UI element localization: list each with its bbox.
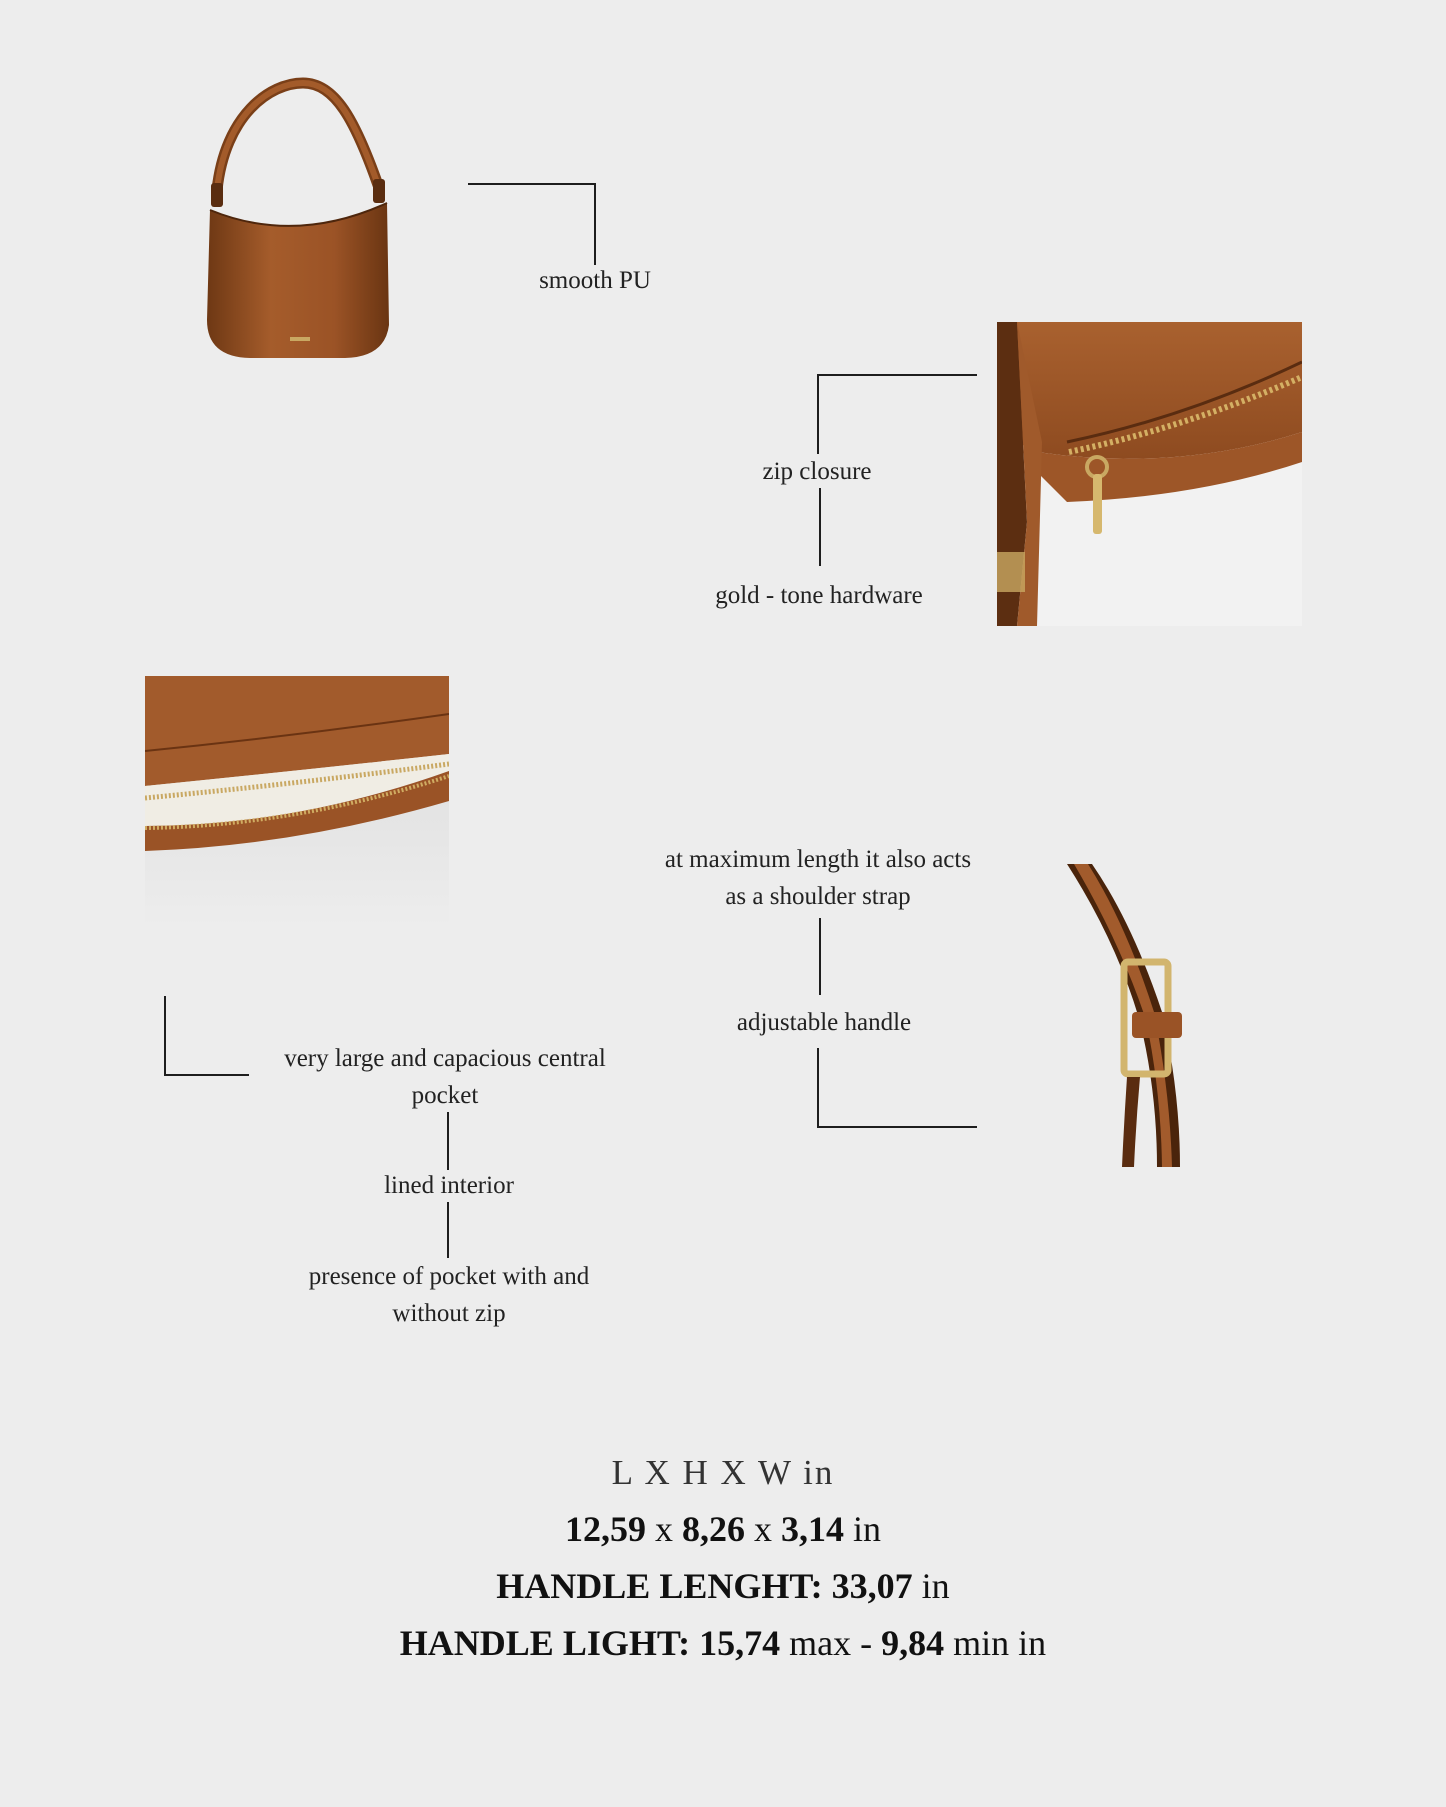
zip-connector-h — [817, 374, 977, 376]
dimensions-header: L X H X W in — [611, 1453, 835, 1492]
smooth-pu-connector-h — [468, 183, 596, 185]
dim-sep-1: x — [654, 1509, 673, 1549]
central-pocket-label-line2: pocket — [411, 1082, 479, 1109]
lined-connector-v-top — [447, 1112, 449, 1170]
lined-connector-v-bottom — [447, 1202, 449, 1258]
dim-length: 12,59 — [564, 1509, 646, 1549]
shoulder-strap-label-line1: at maximum length it also acts — [664, 846, 972, 873]
central-pocket-label-line1: very large and capacious central — [284, 1045, 606, 1072]
smooth-pu-label: smooth PU — [539, 267, 651, 294]
handle-light-max-value: 15,74 — [699, 1623, 781, 1663]
handle-connector-v-bottom — [817, 1048, 819, 1128]
dimensions-values — [0, 1501, 1446, 1558]
lined-interior-label: lined interior — [384, 1172, 514, 1199]
handle-length-value: 33,07 — [831, 1566, 913, 1606]
adjustable-handle-photo — [1062, 862, 1204, 1169]
shoulder-strap-label-line2: as a shoulder strap — [725, 883, 911, 910]
dim-height: 8,26 — [681, 1509, 745, 1549]
zip-connector-v-mid — [819, 488, 821, 566]
pocket-connector-h — [164, 1074, 249, 1076]
smooth-pu-connector-v — [594, 183, 596, 265]
zip-pocket-label-line1: presence of pocket with and — [308, 1263, 590, 1290]
handle-light-max-word: max — [789, 1623, 852, 1663]
dimensions-block — [0, 1444, 1446, 1672]
zip-closure-label: zip closure — [762, 458, 872, 485]
gold-hardware-label: gold - tone hardware — [715, 582, 923, 609]
handle-light-unit: in — [1018, 1623, 1047, 1663]
handle-light-min-value: 9,84 — [881, 1623, 945, 1663]
zip-pocket-label-line2: without zip — [392, 1300, 506, 1327]
pocket-connector-v — [164, 996, 166, 1076]
bag-full-photo — [195, 75, 405, 365]
dim-sep-2: x — [753, 1509, 772, 1549]
handle-connector-h — [817, 1126, 977, 1128]
zip-connector-v-top — [817, 374, 819, 454]
adjustable-handle-label: adjustable handle — [736, 1009, 912, 1036]
interior-pocket-photo — [145, 676, 449, 926]
handle-connector-v-top — [819, 918, 821, 995]
handle-length-row — [0, 1558, 1446, 1615]
handle-light-dash: - — [860, 1623, 873, 1663]
handle-length-label: HANDLE LENGHT: — [496, 1566, 823, 1606]
handle-light-label: HANDLE LIGHT: — [399, 1623, 691, 1663]
dim-width: 3,14 — [780, 1509, 844, 1549]
handle-light-min-word: min — [953, 1623, 1010, 1663]
zip-closure-photo — [997, 322, 1302, 626]
handle-light-row — [0, 1615, 1446, 1672]
handle-length-unit: in — [921, 1566, 950, 1606]
dim-unit: in — [852, 1509, 881, 1549]
